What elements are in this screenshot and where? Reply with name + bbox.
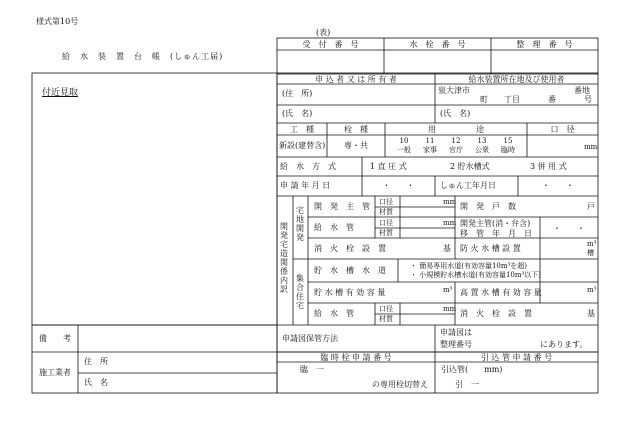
shukan-date-label: 開発主管(消・弁含) (460, 219, 531, 228)
apply-date-label: 申 請 年 月 日 (280, 181, 331, 190)
site-machi: 町 (480, 95, 488, 104)
use-12-label: 官庁 (449, 146, 463, 154)
chosui-vol-label: 貯 水 槽 有 効 容 量 (314, 288, 386, 297)
form-number: 様式第10号 (36, 17, 79, 26)
use-15: 15 (503, 137, 513, 145)
use-12: 12 (451, 137, 461, 145)
use-13: 13 (477, 137, 487, 145)
site-city: 泉大津市 (438, 86, 470, 95)
iko-label: 移 管 年 月 日 (460, 229, 532, 238)
site-chome: 丁目 (504, 95, 520, 104)
chosui-opt-a: ・ 簡易専用水道(有効容量10m³を超) (410, 262, 528, 270)
use-13-label: 公衆 (475, 146, 489, 154)
bosui-label: 防 火 水 槽 設 置 (460, 244, 521, 253)
rinji-note: の専用栓切替え (372, 380, 428, 389)
kokei-1: 口径 (379, 198, 393, 206)
kind-value: 新設(建替含) (279, 141, 326, 150)
complete-date-value: ・ ・ (542, 181, 574, 190)
zaishitsu-3: 材質 (379, 315, 393, 323)
use-10: 10 (399, 137, 409, 145)
mm-1: mm (443, 198, 457, 206)
kousui-vol-m3: m³ (587, 286, 597, 294)
hozon-label: 申請図保管方法 (282, 334, 338, 343)
hikikomi-header: 引 込 管 申 請 番 号 (480, 353, 553, 362)
chosui-label: 貯 水 槽 水 道 (314, 266, 386, 275)
contractor-name-label: 氏 名 (84, 378, 108, 387)
kyusuikan2-label: 給 水 管 (314, 309, 354, 318)
applicant-name-label: (氏 名) (282, 109, 313, 118)
shinseizu-line1: 申請図は (440, 328, 472, 337)
takuchi-label: 宅地開発 (296, 206, 304, 242)
youto-header: 用 途 (428, 125, 484, 134)
sen-value: 専・共 (344, 141, 368, 150)
kaihatsu-shukan-label: 開 発 主 管 (314, 202, 370, 211)
use-11-label: 家事 (423, 146, 437, 154)
seiri-header: 整 理 番 号 (516, 40, 573, 49)
kokei-3: 口径 (379, 305, 393, 313)
hikikomi-kan: 引込管( mm) (441, 365, 503, 374)
ki-unit: 基 (443, 244, 451, 253)
zaishitsu-2: 材質 (379, 229, 393, 237)
use-10-label: 一般 (397, 146, 411, 154)
shugo-label: 集合住宅 (296, 274, 304, 310)
method-label: 給 水 方 式 (280, 162, 336, 171)
shoka-label: 消 火 栓 設 置 (314, 244, 386, 253)
contractor-address-label: 住 所 (84, 357, 108, 366)
sensyu-header: 栓 種 (344, 125, 368, 134)
kokei-mm: mm (584, 143, 598, 151)
biko-label: 備 考 (39, 334, 71, 343)
uketsuke-header: 受 付 番 号 (302, 40, 359, 49)
rinji-value: 臨 一 (300, 365, 324, 374)
use-11: 11 (425, 137, 435, 145)
apply-date-value: ・ ・ (382, 181, 415, 190)
hikikomi-value: 引 一 (455, 380, 479, 389)
shoka2-label: 消 火 栓 設 置 (460, 309, 532, 318)
shinseizu-line2: 整理番号 (440, 340, 472, 349)
face-label: (表) (316, 28, 331, 37)
mm-2: mm (443, 219, 457, 227)
kokei-header: 口 径 (550, 125, 575, 134)
method-opt2: 2 貯水槽式 (450, 162, 490, 171)
map-label: 付近見取 (42, 88, 79, 98)
dev-side-label: 開発宅造関係内訳 (280, 222, 288, 294)
site-name-label: (氏 名) (440, 109, 471, 118)
iko-value: ・ ・ (553, 224, 585, 233)
contractor-label: 施工業者 (39, 368, 71, 377)
ko-unit: 戸 (587, 202, 595, 211)
kousyu-header: 工 種 (290, 125, 314, 134)
form-title: 給 水 装 置 台 帳 (しゅん工届) (62, 52, 224, 61)
kaihatsu-ko-label: 開 発 戸 数 (460, 202, 516, 211)
complete-date-label: しゅん工年月日 (440, 181, 496, 190)
chosui-opt-b: ・ 小規模貯水槽水道(有効容量10m³以下) (410, 271, 542, 279)
chosui-vol-m3: m³ (443, 286, 453, 294)
site-go: 号 (584, 95, 592, 104)
applicant-header: 申 込 者 又 は 所 有 者 (315, 75, 397, 84)
site-header: 給水装置所在地及び使用者 (468, 75, 565, 84)
kokei-2: 口径 (379, 219, 393, 227)
site-banchi: 番地 (574, 86, 590, 95)
kousui-vol-label: 高 置 水 槽 有 効 容 量 (460, 288, 542, 297)
zaishitsu-1: 材質 (379, 208, 393, 216)
mizusen-header: 水 栓 番 号 (409, 40, 466, 49)
applicant-address-label: (住 所) (282, 89, 313, 98)
method-opt3: 3 併 用 式 (530, 162, 567, 171)
site-ban: 番 (548, 95, 556, 104)
use-15-label: 臨時 (501, 146, 515, 154)
bosui-so: 槽 (587, 249, 594, 257)
kyusuikan-label: 給 水 管 (314, 223, 354, 232)
ki2-unit: 基 (587, 309, 595, 318)
method-opt1: 1 直 圧 式 (370, 162, 407, 171)
mm-3: mm (443, 305, 457, 313)
rinji-header: 臨 時 栓 申 請 番 号 (320, 353, 392, 362)
shinseizu-line3: にあります。 (540, 340, 588, 349)
bosui-m3: m³ (587, 240, 597, 248)
